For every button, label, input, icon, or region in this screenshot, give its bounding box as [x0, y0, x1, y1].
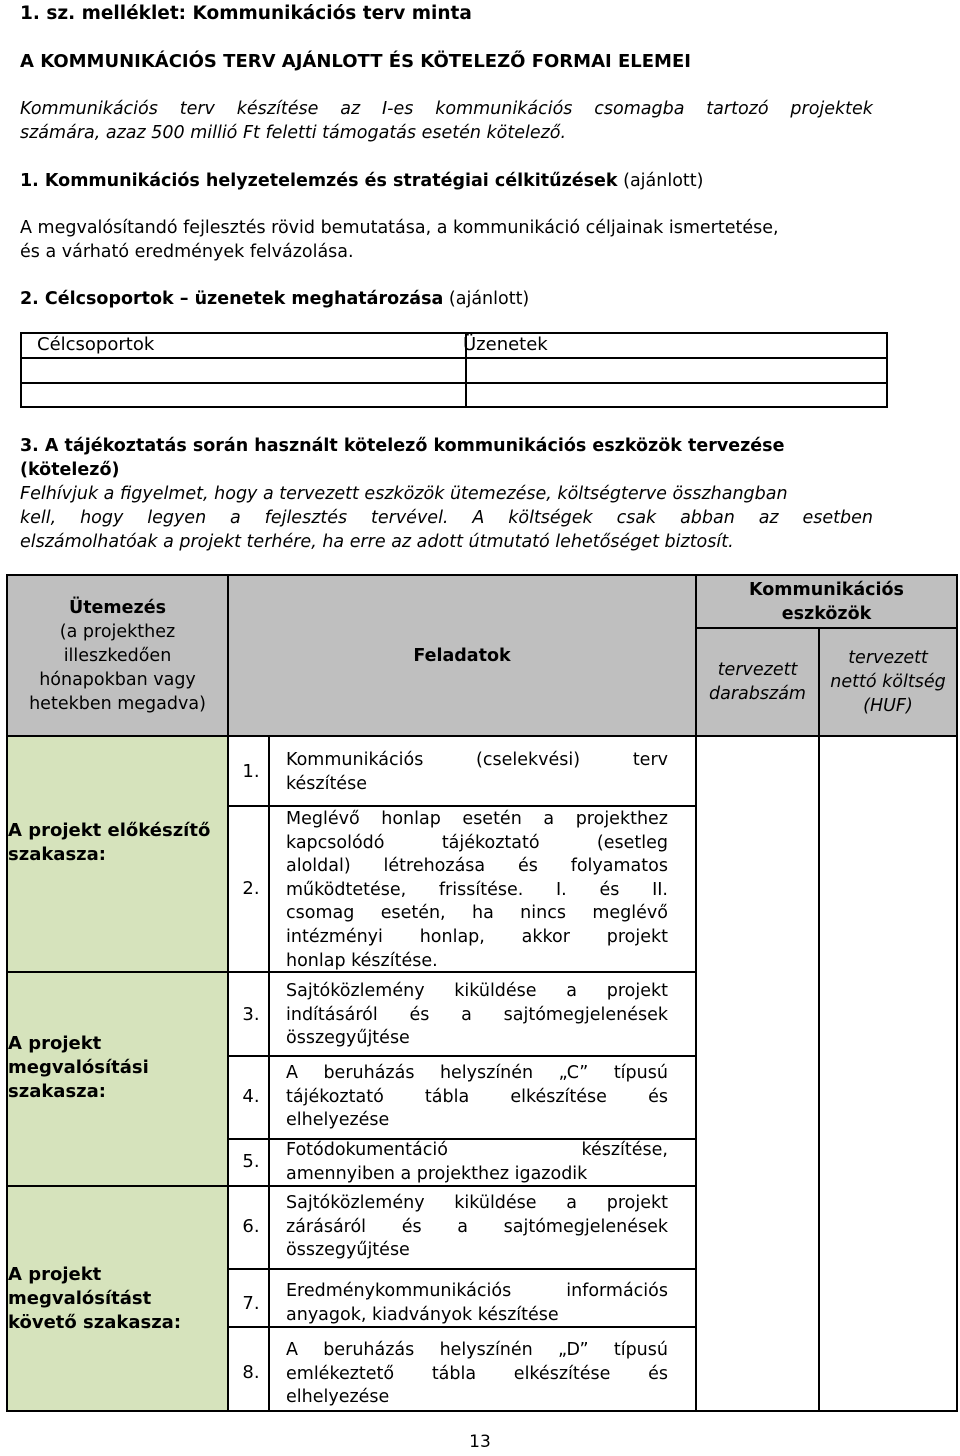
word: a — [461, 1004, 472, 1025]
section1-heading-note: (ajánlott) — [617, 171, 704, 191]
stage-line: szakasza: — [8, 1081, 106, 1102]
task-line — [286, 1062, 668, 1086]
task-line: készítése — [286, 773, 367, 794]
word: projekt — [606, 981, 668, 1001]
target-groups-row — [20, 357, 888, 384]
target-groups-row — [20, 382, 888, 408]
word: fejlesztés — [264, 508, 348, 528]
word: és — [409, 1004, 430, 1025]
word: a — [566, 981, 578, 1001]
word: emlékeztető — [286, 1363, 395, 1384]
word: meglévő — [592, 903, 668, 924]
word: információs — [566, 1281, 668, 1301]
task-text — [286, 1192, 668, 1263]
word: II. — [652, 879, 668, 900]
word: honlap, — [419, 926, 485, 947]
word: helyszínén — [439, 1063, 534, 1083]
task-number: 7. — [242, 1293, 260, 1314]
word: projektek — [790, 99, 873, 119]
intro-line-1 — [20, 97, 873, 121]
word: folyamatos — [570, 856, 668, 877]
word: beruházás — [323, 1340, 415, 1360]
section3-note-line-2 — [20, 506, 873, 530]
task-number: 5. — [242, 1151, 260, 1172]
word: honlap — [381, 809, 441, 829]
header-schedule-line: hónapokban vagy — [39, 669, 196, 690]
word: I. — [556, 879, 567, 900]
task-text — [286, 1139, 668, 1186]
stage-implementation — [8, 1032, 230, 1104]
word: abban — [680, 508, 735, 528]
word: és — [517, 856, 538, 877]
word: zárásáról — [286, 1216, 367, 1237]
section2-heading — [20, 287, 529, 311]
word: létrehozása — [383, 856, 486, 877]
word: intézményi — [286, 926, 383, 947]
word: „C” — [558, 1063, 589, 1083]
word: és — [599, 879, 620, 900]
word: típusú — [613, 1063, 668, 1083]
task-text — [286, 1280, 668, 1327]
task-number: 3. — [242, 1004, 260, 1025]
word: hogy — [80, 508, 124, 528]
word: I-es — [382, 99, 414, 119]
header-tools-line: eszközök — [781, 603, 872, 624]
section2-heading-note: (ajánlott) — [443, 289, 530, 309]
word: típusú — [613, 1340, 668, 1360]
task-line — [286, 926, 668, 950]
task-text — [286, 980, 668, 1051]
communication-tools-table — [6, 574, 958, 1412]
header-planned-quantity-line: darabszám — [709, 684, 806, 704]
task-number: 4. — [242, 1086, 260, 1107]
word: Sajtóközlemény — [286, 1193, 425, 1213]
header-planned-cost — [818, 627, 958, 737]
task-line: elhelyezése — [286, 1110, 390, 1131]
annex-title: 1. sz. melléklet: Kommunikációs terv minta — [20, 3, 472, 24]
word: tartozó — [706, 99, 769, 119]
task-line — [286, 879, 668, 903]
word: beruházás — [323, 1063, 415, 1083]
word: kommunikációs — [435, 99, 573, 119]
word: költségek — [508, 508, 593, 528]
word: kiküldése — [454, 981, 537, 1001]
task-line — [286, 1339, 668, 1363]
header-tools-line: Kommunikációs — [749, 579, 904, 600]
word: ha — [471, 903, 494, 924]
target-groups-header: Célcsoportok — [37, 334, 155, 355]
word: kapcsolódó — [286, 832, 385, 853]
task-line — [286, 832, 668, 856]
header-schedule — [6, 574, 229, 737]
task-text — [286, 808, 668, 973]
header-schedule-line: hetekben megadva) — [29, 693, 206, 714]
word: akkor — [521, 926, 570, 947]
task-number: 2. — [242, 878, 260, 899]
word: helyszínén — [439, 1340, 533, 1360]
word: csak — [616, 508, 657, 528]
header-planned-quantity-line: tervezett — [717, 660, 798, 680]
stage-line: megvalósítást — [8, 1288, 152, 1309]
word: sajtómegjelenések — [503, 1216, 668, 1237]
page-number: 13 — [469, 1432, 491, 1452]
word: Fotódokumentáció — [286, 1140, 448, 1160]
messages-header: Üzenetek — [463, 334, 548, 355]
stage-line: A projekt — [8, 1264, 102, 1285]
word: terv — [179, 99, 215, 119]
stage-post-implementation — [8, 1263, 230, 1335]
task-line — [286, 749, 668, 773]
word: Kommunikációs — [20, 99, 158, 119]
word: A — [472, 508, 485, 528]
task-number: 1. — [242, 761, 260, 782]
section1-heading — [20, 169, 703, 193]
header-schedule-line: illeszkedően — [63, 645, 172, 666]
word: a — [230, 508, 241, 528]
header-planned-cost-line: tervezett — [848, 648, 928, 668]
word: a — [566, 1193, 578, 1213]
word: A — [286, 1063, 298, 1083]
word: esetben — [802, 508, 873, 528]
header-planned-cost-line: nettó költség — [830, 672, 946, 692]
word: csomagba — [594, 99, 685, 119]
word: elkészítése — [510, 1086, 607, 1107]
header-tasks-label: Feladatok — [413, 645, 511, 666]
word: terv — [632, 750, 668, 770]
task-line: anyagok, kiadványok készítése — [286, 1304, 559, 1325]
word: működtetése, — [286, 879, 407, 900]
main-heading: A KOMMUNIKÁCIÓS TERV AJÁNLOTT ÉS KÖTELEZŐ FORMAI ELEMEI — [20, 51, 691, 72]
section3-note-line-3: elszámolhatóak a projekt terhére, ha erre az adott útmutató lehetőséget biztosít. — [20, 532, 734, 552]
word: Sajtóközlemény — [286, 981, 425, 1001]
task-line — [286, 855, 668, 879]
stage-line: szakasza: — [8, 844, 106, 865]
header-planned-cost-line: (HUF) — [863, 696, 913, 716]
stage-line: A projekt előkészítő — [8, 820, 211, 841]
word: esetén — [462, 809, 522, 829]
section3-heading-line-2: (kötelező) — [20, 460, 120, 480]
intro-line-2: számára, azaz 500 millió Ft feletti támogatás esetén kötelező. — [20, 123, 567, 143]
task-line — [286, 1280, 668, 1304]
target-groups-table — [20, 332, 888, 408]
task-line: összegyűjtése — [286, 1240, 410, 1261]
task-line — [286, 808, 668, 832]
word: tájékoztató — [441, 832, 540, 853]
task-line — [286, 1192, 668, 1216]
word: tábla — [424, 1086, 470, 1107]
task-line — [286, 1216, 668, 1240]
word: nincs — [520, 903, 566, 924]
word: sajtómegjelenések — [503, 1004, 668, 1025]
word: projekthez — [575, 809, 668, 829]
task-line: elhelyezése — [286, 1387, 390, 1408]
word: projekt — [606, 926, 668, 947]
task-line: összegyűjtése — [286, 1028, 410, 1049]
word: készítése — [236, 99, 319, 119]
stage-preparation — [8, 819, 230, 867]
section2-heading-title: 2. Célcsoportok – üzenetek meghatározása — [20, 289, 444, 309]
word: A — [286, 1340, 298, 1360]
task-line: honlap készítése. — [286, 950, 438, 971]
word: készítése, — [581, 1140, 668, 1160]
task-line — [286, 1139, 668, 1163]
section1-text-line-2: és a várható eredmények felvázolása. — [20, 242, 354, 262]
task-line — [286, 902, 668, 926]
section1-text-line-1: A megvalósítandó fejlesztés rövid bemutatása, a kommunikáció céljainak ismertetése, — [20, 218, 779, 238]
word: az — [340, 99, 361, 119]
stage-line: követő szakasza: — [8, 1312, 182, 1333]
word: az — [758, 508, 779, 528]
word: aloldal) — [286, 856, 351, 877]
word: (esetleg — [596, 832, 668, 853]
task-text — [286, 749, 668, 796]
task-line — [286, 1363, 668, 1387]
section1-heading-title: 1. Kommunikációs helyzetelemzés és stratégiai célkitűzések — [20, 171, 618, 191]
stage-line: megvalósítási — [8, 1057, 149, 1078]
word: és — [648, 1086, 668, 1107]
word: tábla — [431, 1363, 477, 1384]
word: csomag — [286, 903, 355, 924]
word: indításáról — [286, 1004, 378, 1025]
task-line — [286, 1086, 668, 1110]
header-schedule-title: Ütemezés — [68, 597, 167, 618]
word: Kommunikációs — [286, 750, 424, 770]
word: a — [457, 1216, 468, 1237]
word: Meglévő — [286, 809, 360, 829]
header-planned-quantity — [695, 627, 820, 737]
word: projekt — [606, 1193, 668, 1213]
header-tools — [695, 574, 958, 629]
word: elkészítése — [513, 1363, 611, 1384]
word: tervével. — [371, 508, 449, 528]
task-number: 6. — [242, 1216, 260, 1237]
word: legyen — [147, 508, 207, 528]
task-line — [286, 1004, 668, 1028]
header-schedule-line: (a projekthez — [59, 621, 176, 642]
task-line: amennyiben a projekthez igazodik — [286, 1163, 588, 1184]
word: Eredménykommunikációs — [286, 1281, 512, 1301]
task-text — [286, 1339, 668, 1410]
task-number: 8. — [242, 1362, 260, 1383]
word: frissítése. — [438, 879, 524, 900]
word: (cselekvési) — [476, 750, 581, 770]
header-tasks — [227, 574, 697, 737]
word: és — [401, 1216, 422, 1237]
task-text — [286, 1062, 668, 1133]
word: „D” — [558, 1340, 589, 1360]
word: és — [648, 1363, 668, 1384]
word: tájékoztató — [286, 1086, 384, 1107]
word: kell, — [20, 508, 57, 528]
word: kiküldése — [454, 1193, 537, 1213]
stage-line: A projekt — [8, 1033, 102, 1054]
task-line — [286, 980, 668, 1004]
word: esetén, — [380, 903, 446, 924]
word: a — [543, 809, 555, 829]
section3-heading-line-1: 3. A tájékoztatás során használt kötelező kommunikációs eszközök tervezése — [20, 436, 785, 456]
section3-note-line-1: Felhívjuk a figyelmet, hogy a tervezett eszközök ütemezése, költségterve összhangban — [20, 484, 788, 504]
